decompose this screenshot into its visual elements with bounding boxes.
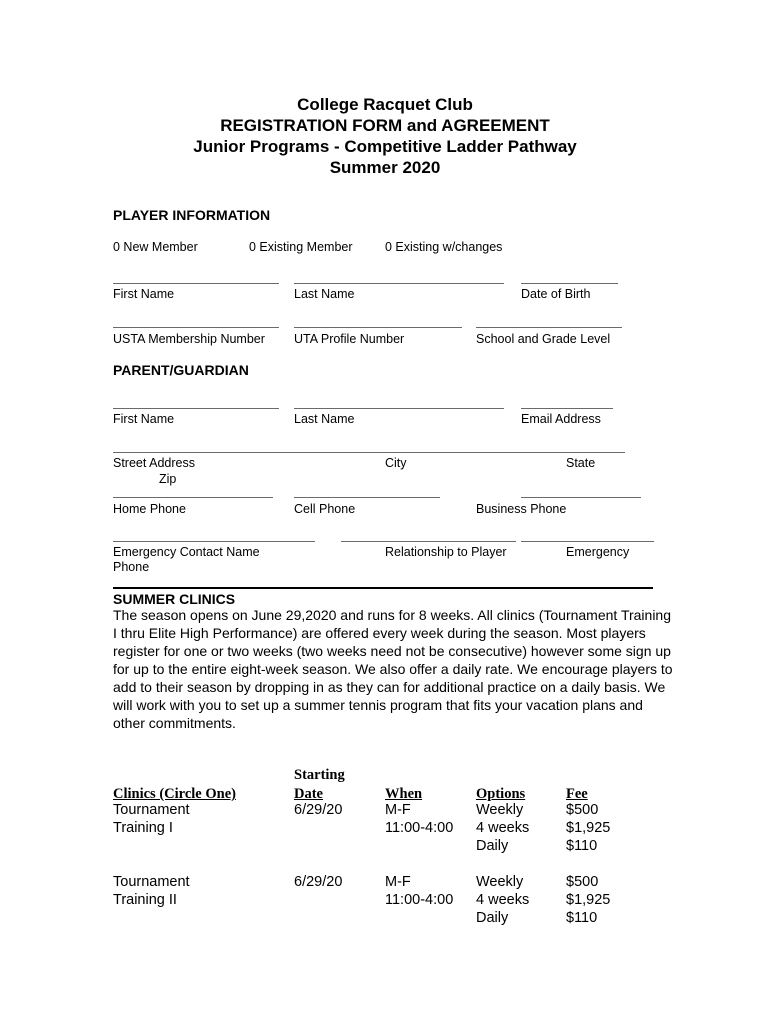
fee-weekly: $500 [566, 874, 599, 890]
emergency-label: Emergency [566, 545, 630, 559]
parent-last-name-field[interactable] [294, 408, 504, 409]
program-title: Junior Programs - Competitive Ladder Pathway [193, 137, 577, 156]
fee-daily: $110 [566, 838, 598, 854]
clinic-name-line2[interactable]: Training II [113, 892, 177, 908]
emergency-phone-field[interactable] [521, 541, 654, 542]
school-grade-label: School and Grade Level [476, 332, 611, 346]
zip-label: Zip [159, 472, 177, 486]
relationship-label: Relationship to Player [385, 545, 507, 559]
player-first-name-field[interactable] [113, 283, 279, 284]
state-label: State [566, 456, 596, 470]
existing-member-option[interactable]: 0 Existing Member [249, 240, 353, 254]
relationship-field[interactable] [341, 541, 516, 542]
player-info-heading: PLAYER INFORMATION [113, 207, 271, 223]
usta-number-field[interactable] [113, 327, 279, 328]
clinic-days: M-F [385, 802, 411, 818]
clinic-hours: 11:00-4:00 [385, 820, 454, 836]
clinic-date: 6/29/20 [294, 802, 343, 818]
business-phone-label: Business Phone [476, 502, 567, 516]
clinic-date: 6/29/20 [294, 874, 343, 890]
fee-4-weeks: $1,925 [566, 820, 611, 836]
street-address-label: Street Address [113, 456, 195, 470]
col-date: Date [294, 786, 323, 802]
phone-label: Phone [113, 560, 150, 574]
option-weekly[interactable]: Weekly [476, 802, 524, 818]
col-when: When [385, 786, 423, 802]
player-first-name-label: First Name [113, 287, 175, 301]
parent-heading: PARENT/GUARDIAN [113, 362, 249, 378]
option-4-weeks[interactable]: 4 weeks [476, 820, 530, 836]
option-weekly[interactable]: Weekly [476, 874, 524, 890]
uta-profile-field[interactable] [294, 327, 462, 328]
option-daily[interactable]: Daily [476, 910, 509, 926]
clinic-hours: 11:00-4:00 [385, 892, 454, 908]
season-title: Summer 2020 [329, 158, 441, 177]
option-daily[interactable]: Daily [476, 838, 509, 854]
new-member-option[interactable]: 0 New Member [113, 240, 198, 254]
player-last-name-label: Last Name [294, 287, 355, 301]
school-grade-field[interactable] [476, 327, 622, 328]
cell-phone-field[interactable] [294, 497, 440, 498]
player-last-name-field[interactable] [294, 283, 504, 284]
clinic-name[interactable]: Tournament [113, 802, 190, 818]
parent-first-name-field[interactable] [113, 408, 279, 409]
city-label: City [385, 456, 407, 470]
existing-changes-option[interactable]: 0 Existing w/changes [385, 240, 503, 254]
summer-clinics-heading: SUMMER CLINICS [113, 591, 236, 607]
parent-last-name-label: Last Name [294, 412, 355, 426]
parent-email-field[interactable] [521, 408, 613, 409]
usta-number-label: USTA Membership Number [113, 332, 265, 346]
col-fee: Fee [566, 786, 588, 802]
parent-first-name-label: First Name [113, 412, 175, 426]
fee-weekly: $500 [566, 802, 599, 818]
address-field[interactable] [113, 452, 625, 453]
business-phone-field[interactable] [521, 497, 641, 498]
col-clinics: Clinics (Circle One) [113, 786, 236, 802]
clinic-name[interactable]: Tournament [113, 874, 190, 890]
clinics-description: The season opens on June 29,2020 and runs for 8 weeks. All clinics (Tournament Training I thru Elite High Performance) are offered every week during the season. Most players register for one or two weeks (two weeks need not be consecutive) however some sign up for up to the entire eight-week season. We also offer a daily rate. We encourage players to add to their season by dropping in as they can for additional practice on a daily basis. We will work with you to set up a summer tennis program that fits your vacation plans and other commitments. [113, 607, 673, 731]
uta-profile-label: UTA Profile Number [294, 332, 405, 346]
club-name: College Racquet Club [297, 95, 473, 114]
cell-phone-label: Cell Phone [294, 502, 356, 516]
option-4-weeks[interactable]: 4 weeks [476, 892, 530, 908]
parent-email-label: Email Address [521, 412, 601, 426]
home-phone-field[interactable] [113, 497, 273, 498]
section-divider [113, 587, 653, 589]
fee-daily: $110 [566, 910, 598, 926]
player-dob-field[interactable] [521, 283, 618, 284]
emergency-name-field[interactable] [113, 541, 315, 542]
player-dob-label: Date of Birth [521, 287, 591, 301]
emergency-name-label: Emergency Contact Name [113, 545, 260, 559]
col-options: Options [476, 786, 526, 802]
home-phone-label: Home Phone [113, 502, 186, 516]
col-starting: Starting [294, 767, 345, 783]
clinic-name-line2[interactable]: Training I [113, 820, 173, 836]
fee-4-weeks: $1,925 [566, 892, 611, 908]
form-title: REGISTRATION FORM and AGREEMENT [220, 116, 550, 135]
clinic-days: M-F [385, 874, 411, 890]
